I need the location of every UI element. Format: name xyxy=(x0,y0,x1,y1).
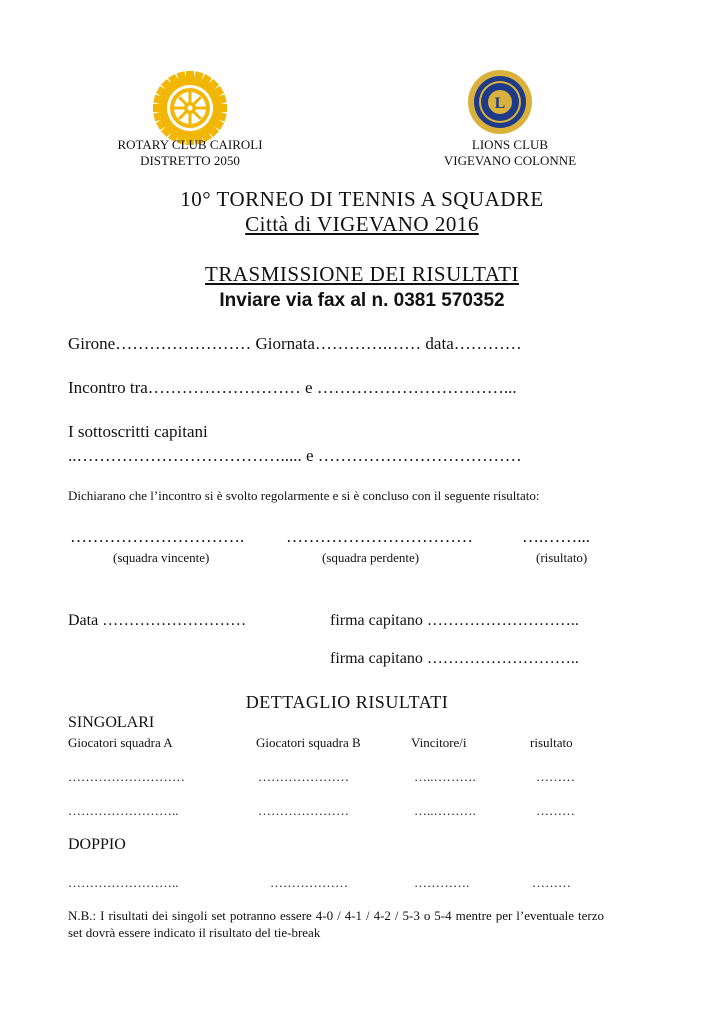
firma-capitano-2: firma capitano ……………………….. xyxy=(330,650,579,667)
doppio-row-result: ……… xyxy=(532,875,571,890)
rotary-club-name xyxy=(90,137,290,169)
section-heading xyxy=(0,262,724,287)
doppio-row-b: ……………… xyxy=(270,875,348,890)
singolari-row-2-b: ………………… xyxy=(258,803,349,818)
caption-loser: (squadra perdente) xyxy=(322,550,420,565)
tournament-title: 10° TORNEO DI TENNIS A SQUADRE xyxy=(180,187,544,211)
caption-winner: (squadra vincente) xyxy=(113,550,210,565)
lions-club-line2: VIGEVANO COLONNE xyxy=(443,153,577,168)
lions-logo xyxy=(466,68,534,136)
singolari-row-1-winner: …..………. xyxy=(414,769,476,784)
singolari-row-2-winner: …..………. xyxy=(414,803,476,818)
lions-logo-letter: L xyxy=(494,95,506,112)
rotary-club-line1: ROTARY CLUB CAIROLI xyxy=(117,137,263,152)
result-dots-winner: …………………………. xyxy=(70,527,245,546)
singolari-row-1-a: ……………………… xyxy=(68,769,185,784)
lions-club-name xyxy=(400,137,620,169)
singolari-label: SINGOLARI xyxy=(68,714,155,731)
capitani-line: ..………………………………..... e ……………………………… xyxy=(68,446,522,465)
caption-score: (risultato) xyxy=(536,550,588,565)
incontro-line: Incontro tra……………………… e ……………………………... xyxy=(68,378,517,397)
col-header-team-a: Giocatori squadra A xyxy=(68,735,173,750)
data-line: Data ……………………… xyxy=(68,612,247,629)
rotary-club-line2: DISTRETTO 2050 xyxy=(140,153,240,168)
dichiarano-text: Dichiarano che l’incontro si è svolto regolarmente e si è concluso con il seguente risultato: xyxy=(68,488,540,503)
singolari-row-1-b: ………………… xyxy=(258,769,349,784)
capitani-label: I sottoscritti capitani xyxy=(68,422,208,441)
singolari-row-1-result: ……… xyxy=(536,769,575,784)
tournament-city-year: Città di VIGEVANO 2016 xyxy=(245,212,479,236)
singolari-row-2-a: …………………….. xyxy=(68,803,179,818)
doppio-row-winner: …………. xyxy=(414,875,470,890)
firma-capitano-1: firma capitano ……………………….. xyxy=(330,612,579,629)
fax-instruction: Inviare via fax al n. 0381 570352 xyxy=(219,290,505,311)
trasmissione-heading: TRASMISSIONE DEI RISULTATI xyxy=(205,262,519,286)
singolari-row-2-result: ……… xyxy=(536,803,575,818)
doppio-row-a: …………………….. xyxy=(68,875,179,890)
dettaglio-title: DETTAGLIO RISULTATI xyxy=(245,692,449,712)
col-header-winner: Vincitore/i xyxy=(411,735,467,750)
girone-line: Girone…………………… Giornata………….…… data………… xyxy=(68,334,522,353)
nota-bene: N.B.: I risultati dei singoli set potranno essere 4-0 / 4-1 / 4-2 / 5-3 o 5-4 mentre per l’eventuale terzo set dovrà essere indicato il risultato del tie-break xyxy=(68,908,604,940)
tournament-subtitle xyxy=(0,212,724,237)
result-dots-score: ….……... xyxy=(522,527,590,546)
result-dots-loser: …………………………… xyxy=(286,527,473,546)
col-header-team-b: Giocatori squadra B xyxy=(256,735,361,750)
doppio-label: DOPPIO xyxy=(68,836,126,853)
lions-club-line1: LIONS CLUB xyxy=(471,137,549,152)
rotary-logo xyxy=(152,70,228,146)
col-header-result: risultato xyxy=(530,735,573,750)
